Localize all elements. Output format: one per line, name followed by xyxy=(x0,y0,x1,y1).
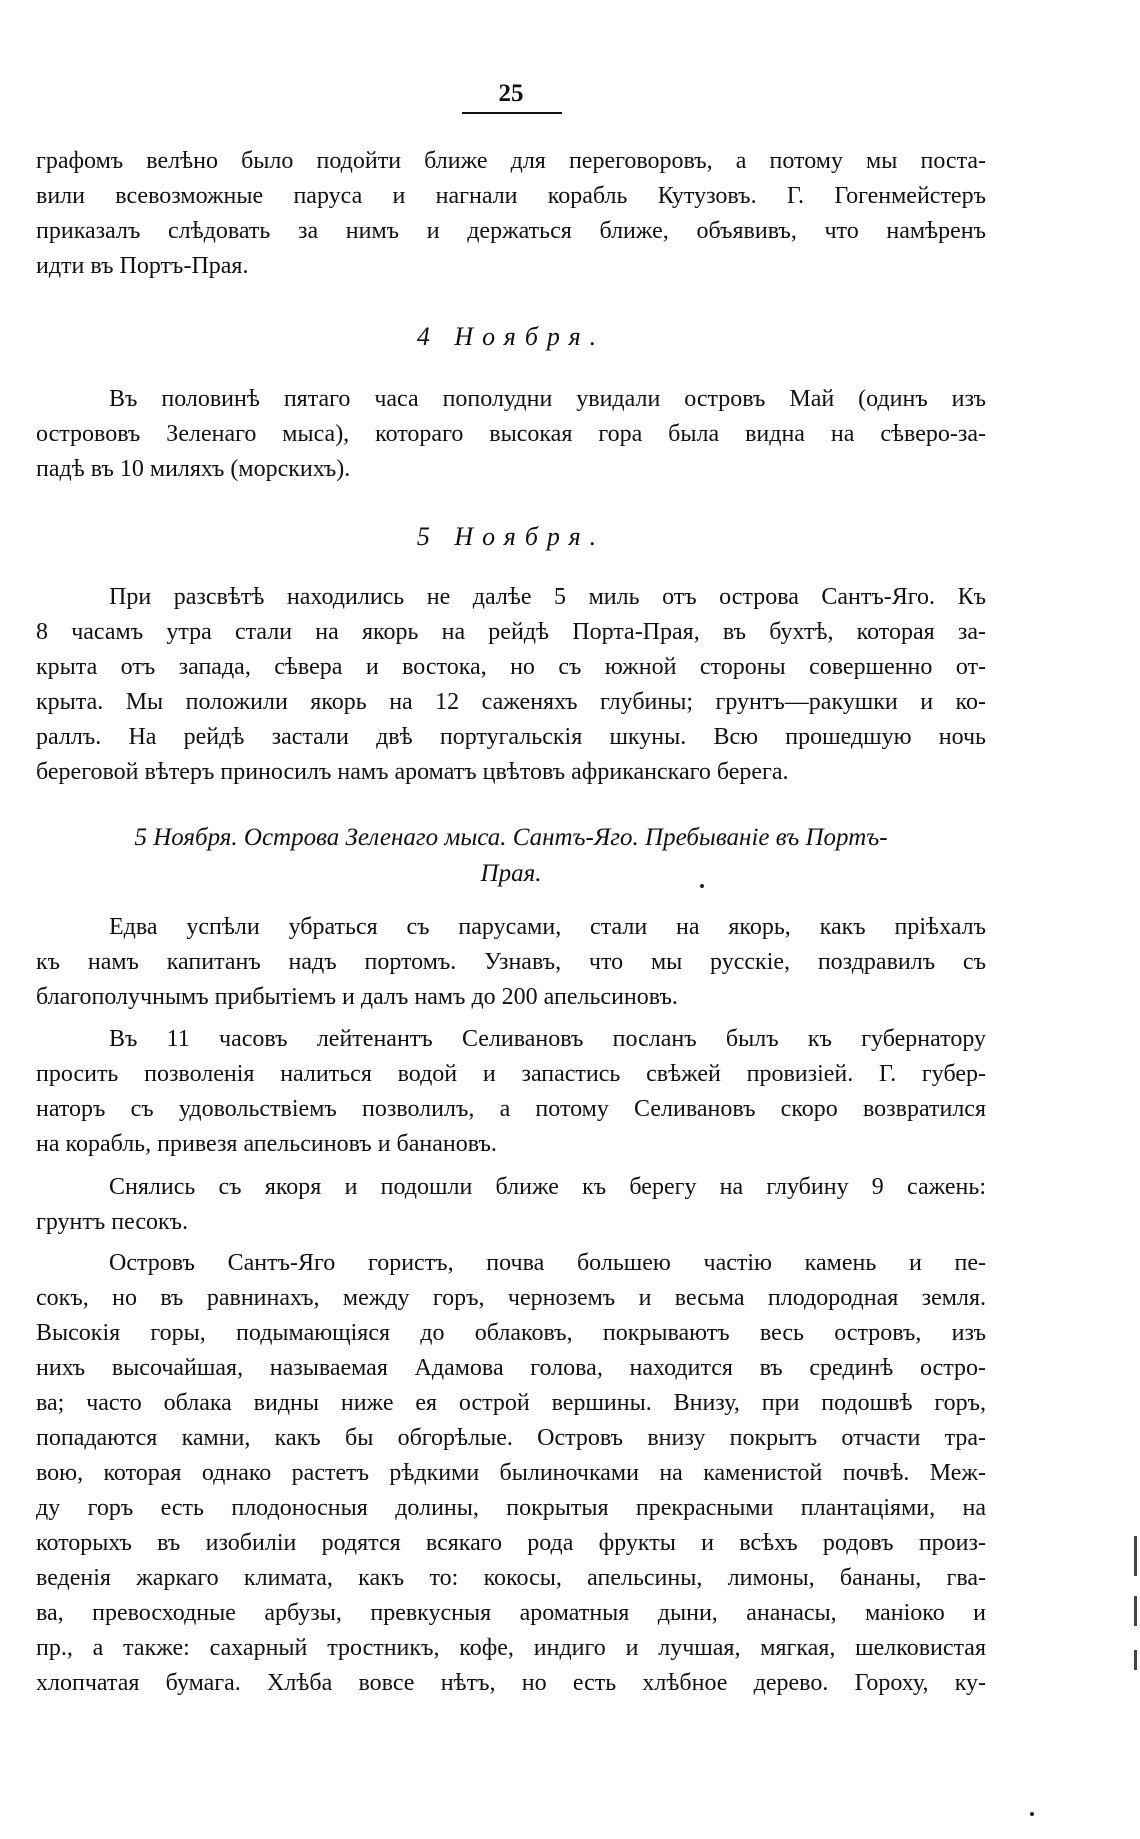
text-line: нихъ высочайшая, называемая Адамова голова, находится въ срединѣ остро- xyxy=(36,1355,986,1381)
text-line: острововъ Зеленаго мыса), котораго высокая гора была видна на сѣверо-за- xyxy=(36,421,986,447)
text-line: Въ половинѣ пятаго часа пополудни увидали островъ Май (одинъ изъ xyxy=(109,386,986,412)
text-line: приказалъ слѣдовать за нимъ и держаться ближе, объявивъ, что намѣренъ xyxy=(36,218,986,244)
book-page xyxy=(36,0,986,1839)
text-line: Въ 11 часовъ лейтенантъ Селивановъ посланъ былъ къ губернатору xyxy=(109,1026,986,1052)
text-line: вили всевозможные паруса и нагнали корабль Кутузовъ. Г. Гогенмейстеръ xyxy=(36,183,986,209)
text-line: Островъ Сантъ-Яго гористъ, почва большею частію камень и пе- xyxy=(109,1250,986,1276)
text-line: Снялись съ якоря и подошли ближе къ берегу на глубину 9 сажень: xyxy=(109,1174,986,1200)
text-line: ва; часто облака видны ниже ея острой вершины. Внизу, при подошвѣ горъ, xyxy=(36,1390,986,1416)
paragraph-5 xyxy=(36,1022,986,1162)
text-line: падѣ въ 10 миляхъ (морскихъ). xyxy=(36,456,351,482)
text-line: наторъ съ удовольствіемъ позволилъ, а потому Селивановъ скоро возвратился xyxy=(36,1096,986,1122)
text-line: крыта отъ запада, сѣвера и востока, но съ южной стороны совершенно от- xyxy=(36,654,986,680)
text-line: крыта. Мы положили якорь на 12 саженяхъ глубины; грунтъ—ракушки и ко- xyxy=(36,689,986,715)
paragraph-3 xyxy=(36,580,986,790)
scan-edge-mark xyxy=(1134,1650,1137,1670)
text-line: Едва успѣли убраться съ парусами, стали на якорь, какъ пріѣхалъ xyxy=(109,914,986,940)
text-line: идти въ Портъ-Прая. xyxy=(36,253,249,279)
text-line: грунтъ песокъ. xyxy=(36,1209,189,1235)
text-line: При разсвѣтѣ находились не далѣе 5 миль отъ острова Сантъ-Яго. Къ xyxy=(109,584,986,610)
page-number-rule xyxy=(462,112,562,114)
paragraph-4 xyxy=(36,910,986,1015)
paragraph-1 xyxy=(36,144,986,284)
text-line: которыхъ въ изобиліи родятся всякаго рода фрукты и всѣхъ родовъ произ- xyxy=(36,1530,986,1556)
text-line: вою, которая однако растетъ рѣдкими былиночками на каменистой почвѣ. Меж- xyxy=(36,1460,986,1486)
text-line: Высокія горы, подымающіяся до облаковъ, покрываютъ весь островъ, изъ xyxy=(36,1320,986,1346)
text-line: благополучнымъ прибытіемъ и далъ намъ до 200 апельсиновъ. xyxy=(36,984,678,1010)
text-line: просить позволенія налиться водой и запастись свѣжей провизіей. Г. губер- xyxy=(36,1061,986,1087)
section-heading-line: 5 Ноября. Острова Зеленаго мыса. Сантъ-Яго. Пребываніе въ Портъ- xyxy=(134,824,888,851)
date-heading-nov-4: 4 Ноября. xyxy=(416,322,606,351)
text-line: къ намъ капитанъ надъ портомъ. Узнавъ, что мы русскіе, поздравилъ съ xyxy=(36,949,986,975)
scan-edge-mark xyxy=(1134,1536,1137,1576)
section-heading xyxy=(36,820,986,892)
text-line: береговой вѣтеръ приносилъ намъ ароматъ цвѣтовъ африканскаго берега. xyxy=(36,759,789,785)
date-heading-nov-5: 5 Ноября. xyxy=(416,522,606,551)
text-line: ду горъ есть плодоносныя долины, покрытыя прекрасными плантаціями, на xyxy=(36,1495,986,1521)
text-line: раллъ. На рейдѣ застали двѣ португальскія шкуны. Всю прошедшую ночь xyxy=(36,724,986,750)
text-line: попадаются камни, какъ бы обгорѣлые. Островъ внизу покрытъ отчасти тра- xyxy=(36,1425,986,1451)
scan-speck xyxy=(700,884,704,888)
text-line: 8 часамъ утра стали на якорь на рейдѣ Порта-Прая, въ бухтѣ, которая за- xyxy=(36,619,986,645)
text-line: сокъ, но въ равнинахъ, между горъ, черноземъ и весьма плодородная земля. xyxy=(36,1285,986,1311)
scan-speck xyxy=(1030,1812,1034,1816)
paragraph-7 xyxy=(36,1246,986,1701)
page-number: 25 xyxy=(498,80,524,107)
paragraph-2 xyxy=(36,382,986,487)
paragraph-6 xyxy=(36,1170,986,1240)
text-line: пр., а также: сахарный тростникъ, кофе, индиго и лучшая, мягкая, шелковистая xyxy=(36,1635,986,1661)
text-line: ва, превосходные арбузы, превкусныя ароматныя дыни, ананасы, маніоко и xyxy=(36,1600,986,1626)
text-line: графомъ велѣно было подойти ближе для переговоровъ, а потому мы поста- xyxy=(36,148,986,174)
text-line: на корабль, привезя апельсиновъ и банановъ. xyxy=(36,1131,497,1157)
text-line: хлопчатая бумага. Хлѣба вовсе нѣтъ, но есть хлѣбное дерево. Гороху, ку- xyxy=(36,1670,986,1696)
scan-edge-mark xyxy=(1134,1596,1137,1626)
section-heading-line: Прая. xyxy=(480,860,542,887)
text-line: веденія жаркаго климата, какъ то: кокосы, апельсины, лимоны, бананы, гва- xyxy=(36,1565,986,1591)
